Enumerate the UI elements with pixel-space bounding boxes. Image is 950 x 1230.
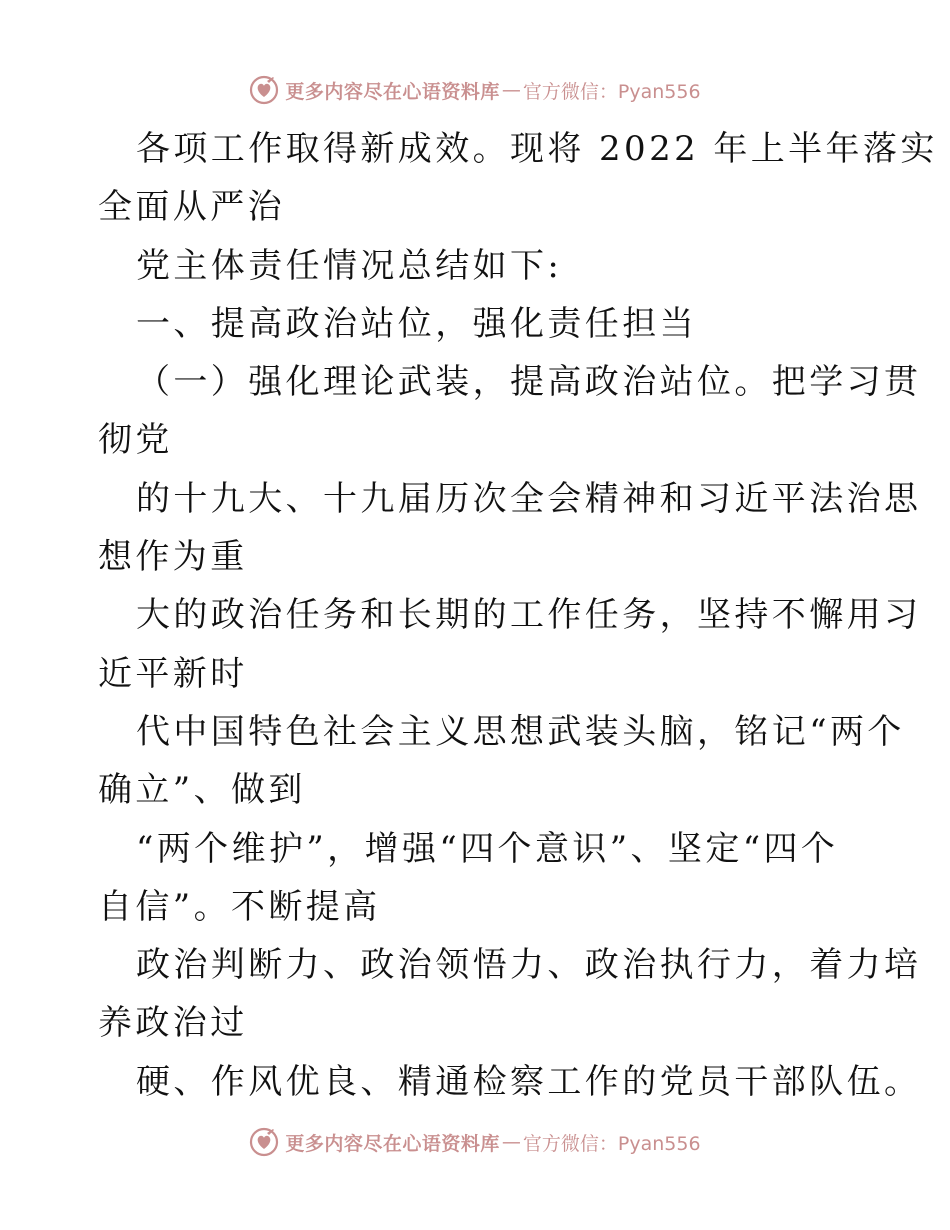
watermark-header [0, 70, 950, 110]
text-line: 确立”、做到 [98, 770, 306, 811]
text-line: （一）强化理论武装，提高政治站位。把学习贯 [136, 362, 922, 403]
text-line: “两个维护”，增强“四个意识”、坚定“四个 [136, 828, 839, 869]
watermark-contact-text: 官方微信：Pyan556 [522, 80, 701, 103]
watermark-separator: — [501, 79, 521, 101]
watermark-brand-text: 更多内容尽在心语资料库 [285, 1132, 500, 1155]
text-line: 的十九大、十九届历次全会精神和习近平法治思 [136, 478, 922, 519]
heart-pen-logo-icon [249, 1127, 279, 1157]
heart-pen-logo-icon [249, 75, 279, 105]
text-line: 自信”。不断提高 [98, 886, 381, 927]
watermark-contact-text: 官方微信：Pyan556 [522, 1132, 701, 1155]
text-line: 党主体责任情况总结如下: [136, 245, 563, 286]
text-line: 全面从严治 [98, 187, 285, 228]
text-line: 硬、作风优良、精通检察工作的党员干部队伍。 [136, 1061, 922, 1102]
text-line: 近平新时 [98, 653, 248, 694]
text-line: 大的政治任务和长期的工作任务，坚持不懈用习 [136, 595, 922, 636]
text-line: 政治判断力、政治领悟力、政治执行力，着力培 [136, 945, 922, 986]
text-line: 养政治过 [98, 1003, 248, 1044]
text-line: 代中国特色社会主义思想武装头脑，铭记“两个 [136, 711, 905, 752]
text-line: 彻党 [98, 420, 173, 461]
text-line: 想作为重 [98, 537, 248, 578]
text-line: 一、提高政治站位，强化责任担当 [136, 303, 697, 344]
watermark-separator: — [501, 1131, 521, 1153]
document-body [98, 120, 938, 1111]
watermark-footer [0, 1122, 950, 1162]
text-line: 各项工作取得新成效。现将 2022 年上半年落实 [136, 129, 938, 169]
watermark-brand-text: 更多内容尽在心语资料库 [285, 80, 500, 103]
